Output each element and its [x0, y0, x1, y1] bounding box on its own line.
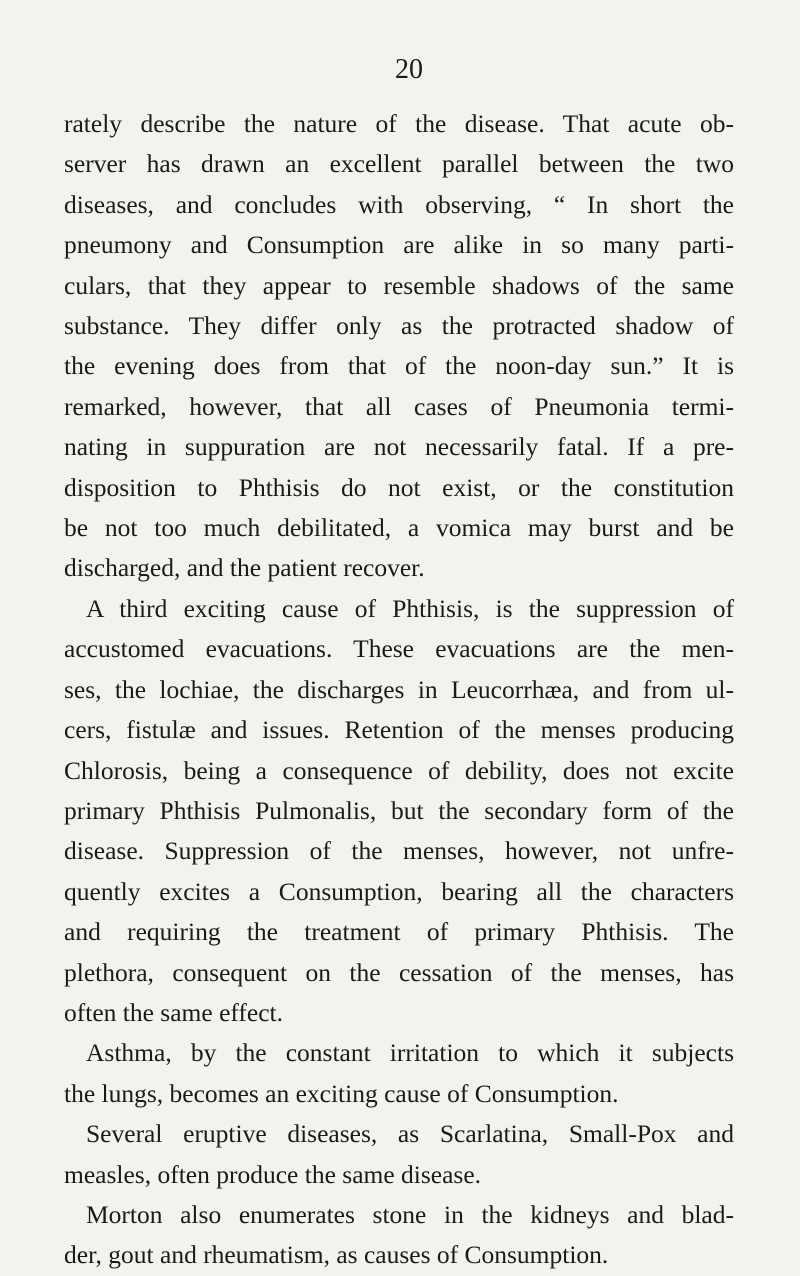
body-text — [64, 104, 734, 1276]
text-line: measles, often produce the same disease. — [64, 1159, 482, 1189]
text-line: nating in suppuration are not necessarily fatal. If a pre- — [64, 432, 734, 462]
text-line: often the same effect. — [64, 997, 284, 1027]
text-line: Chlorosis, being a consequence of debility, does not excite — [64, 755, 734, 785]
text-line: disease. Suppression of the menses, however, not unfre- — [64, 836, 734, 866]
text-line: plethora, consequent on the cessation of the menses, has — [64, 957, 734, 987]
text-line: and requiring the treatment of primary Phthisis. The — [64, 917, 734, 947]
text-line: be not too much debilitated, a vomica may burst and be — [64, 513, 734, 543]
text-line: discharged, and the patient recover. — [64, 553, 425, 583]
text-line: substance. They differ only as the protracted shadow of — [64, 311, 734, 341]
text-line: accustomed evacuations. These evacuations are the men- — [64, 634, 734, 664]
text-line: Asthma, by the constant irritation to which it subjects — [86, 1038, 734, 1068]
text-line: ses, the lochiae, the discharges in Leucorrhæa, and from ul- — [64, 674, 734, 704]
text-line: primary Phthisis Pulmonalis, but the secondary form of the — [64, 795, 734, 825]
text-line: Several eruptive diseases, as Scarlatina, Small-Pox and — [86, 1119, 734, 1149]
text-line: the evening does from that of the noon-day sun.” It is — [64, 351, 734, 381]
text-line: quently excites a Consumption, bearing all the characters — [64, 876, 734, 906]
text-line: the lungs, becomes an exciting cause of Consumption. — [64, 1078, 619, 1108]
text-line: culars, that they appear to resemble shadows of the same — [64, 270, 734, 300]
text-line: rately describe the nature of the disease. That acute ob- — [64, 109, 734, 138]
text-line: A third exciting cause of Phthisis, is the suppression of — [86, 593, 734, 623]
text-line: remarked, however, that all cases of Pneumonia termi- — [64, 391, 734, 421]
page-number: 20 — [395, 54, 423, 85]
text-line: pneumony and Consumption are alike in so many parti- — [64, 230, 734, 260]
text-line: server has drawn an excellent parallel between the two — [64, 149, 734, 179]
text-line: disposition to Phthisis do not exist, or the constitution — [64, 472, 734, 502]
text-line: der, gout and rheumatism, as causes of Consumption. — [64, 1240, 609, 1270]
text-line: cers, fistulæ and issues. Retention of the menses producing — [64, 715, 734, 745]
text-line: diseases, and concludes with observing, “ In short the — [64, 189, 734, 219]
text-line: Morton also enumerates stone in the kidneys and blad- — [86, 1199, 734, 1229]
